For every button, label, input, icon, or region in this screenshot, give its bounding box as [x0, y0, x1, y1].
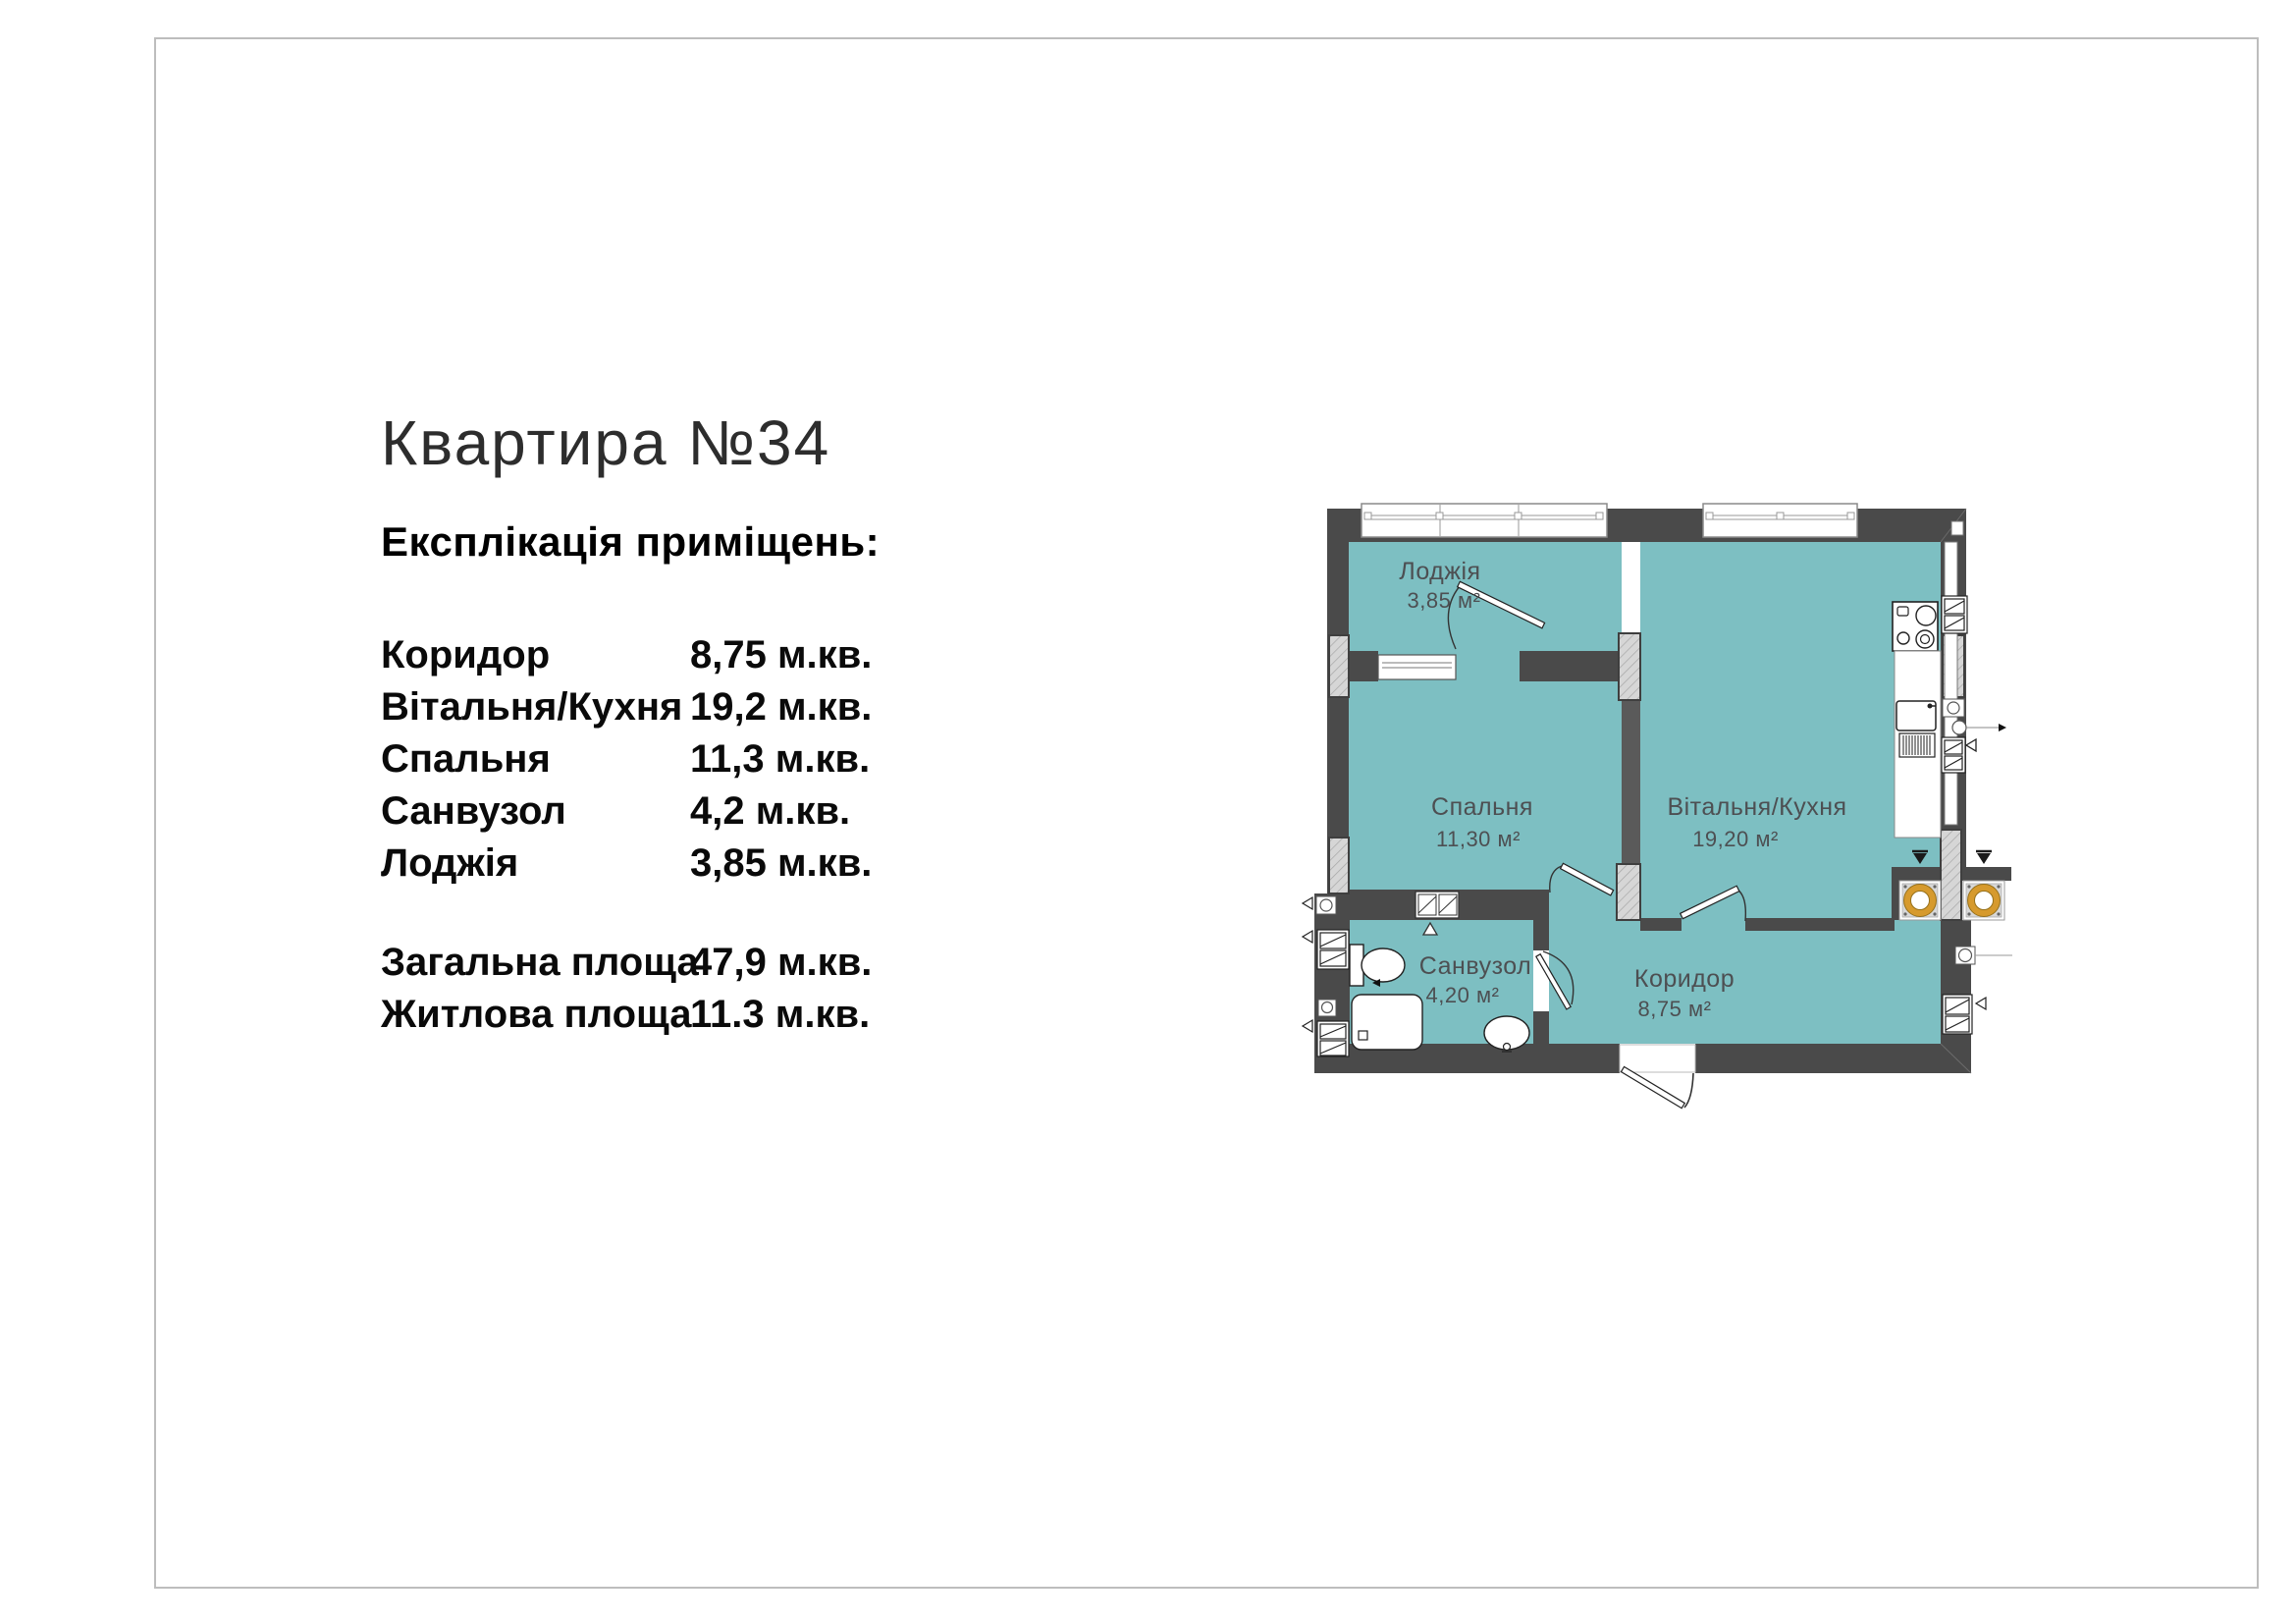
table-row [381, 685, 931, 737]
vent-triangle-icon [1966, 739, 1976, 751]
room-area: 8,75 м.кв. [690, 633, 873, 677]
explication-heading: Експлікація приміщень: [381, 518, 881, 565]
room-area: 4,2 м.кв. [690, 789, 851, 833]
page-title: Квартира №34 [381, 407, 831, 478]
entrance-opening [1620, 1045, 1695, 1072]
plan-label-loggia: Лоджія [1399, 558, 1481, 585]
room-area: 3,85 м.кв. [690, 841, 873, 885]
total-area: 11.3 м.кв. [690, 993, 871, 1036]
table-row-total [381, 993, 931, 1045]
explication-table [381, 633, 931, 893]
plan-area-living: 19,20 м² [1692, 827, 1779, 851]
total-name: Загальна площа [381, 941, 699, 984]
table-row [381, 737, 931, 789]
room-name: Коридор [381, 633, 551, 677]
kitchen-sink-icon [1896, 701, 1936, 757]
table-row [381, 789, 931, 841]
table-row [381, 841, 931, 893]
plan-area-loggia: 3,85 м² [1407, 588, 1481, 613]
plan-label-corridor: Коридор [1633, 965, 1735, 993]
table-row-total [381, 941, 931, 993]
table-row [381, 633, 931, 685]
plan-label-bathroom: Санвузол [1418, 952, 1532, 980]
floor-plan [1296, 486, 2022, 1173]
room-area: 11,3 м.кв. [690, 737, 871, 781]
vent-triangle-icon [1303, 931, 1312, 943]
plan-label-bedroom: Спальня [1431, 793, 1533, 821]
total-name: Житлова площа [381, 993, 692, 1036]
plan-area-bathroom: 4,20 м² [1425, 983, 1500, 1007]
shower-tray-icon [1352, 995, 1422, 1050]
totals-table [381, 941, 931, 1045]
room-name: Лоджія [381, 841, 519, 885]
room-name: Спальня [381, 737, 551, 781]
bedroom-loggia-window [1378, 655, 1456, 679]
room-name: Вітальня/Кухня [381, 685, 683, 729]
total-area: 47,9 м.кв. [690, 941, 873, 984]
plan-label-living: Вітальня/Кухня [1667, 793, 1847, 821]
loggia-window [1362, 504, 1607, 537]
plan-area-corridor: 8,75 м² [1637, 997, 1712, 1021]
room-area: 19,2 м.кв. [690, 685, 873, 729]
vent-triangle-icon [1976, 998, 1986, 1009]
entrance-door-leaf [1621, 1066, 1684, 1108]
living-window [1703, 504, 1857, 537]
vent-triangle-icon [1303, 897, 1312, 909]
plan-area-bedroom: 11,30 м² [1436, 827, 1521, 851]
vent-triangle-icon [1303, 1020, 1312, 1032]
stove-icon [1893, 602, 1938, 651]
room-name: Санвузол [381, 789, 566, 833]
